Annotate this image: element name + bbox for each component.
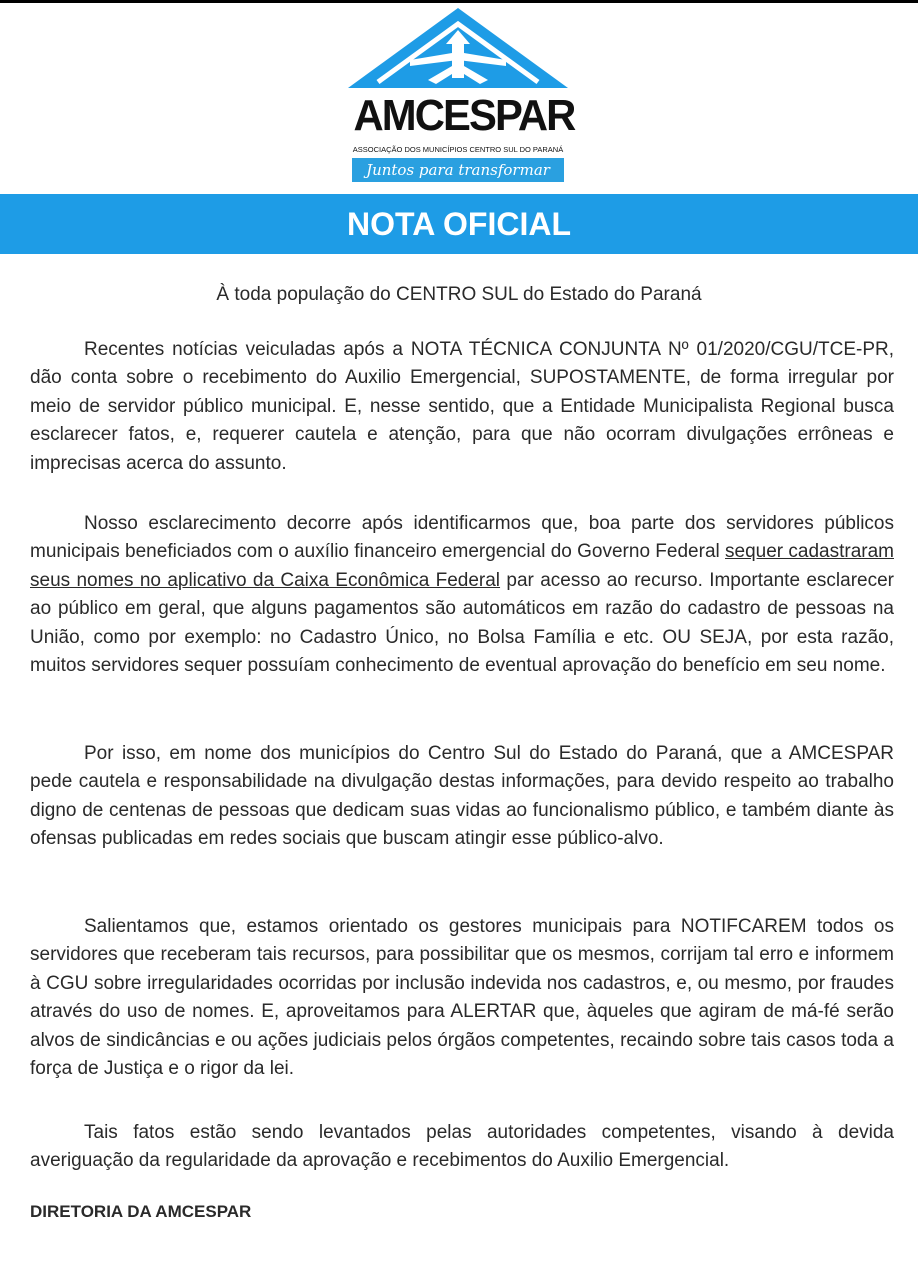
page-title: NOTA OFICIAL xyxy=(347,206,571,242)
paragraph-4: Salientamos que, estamos orientado os gestores municipais para NOTIFCAREM todos os servidores que receberam tais recursos, para possibilitar que os mesmos, corrijam tal erro e informem à CGU sobre irregularidades ocorridas por inclusão indevida nos cadastros, e, ou mesmo, por fraudes através do uso de nomes. E, aproveitamos para ALERTAR que, àqueles que agiram de má-fé serão alvos de sindicâncias e ou ações judiciais pelos órgãos competentes, recaindo sobre tais casos toda a força de Justiça e o rigor da lei. xyxy=(30,916,894,1080)
logo-wordmark: AMCESPAR xyxy=(353,91,575,140)
top-edge xyxy=(0,0,918,3)
paragraph-1: Recentes notícias veiculadas após a NOTA TÉCNICA CONJUNTA Nº 01/2020/CGU/TCE-PR, dão conta sobre o recebimento do Auxilio Emergencial, SUPOSTAMENTE, de forma irregular por meio de servidor público municipal. E, nesse sentido, que a Entidade Municipalista Regional busca esclarecer fatos, e, requerer cautela e atenção, para que não ocorram divulgações errôneas e imprecisas acerca do assunto. xyxy=(30,339,894,474)
paragraph-5: Tais fatos estão sendo levantados pelas autoridades competentes, visando à devida averiguação da regularidade da aprovação e recebimentos do Auxilio Emergencial. xyxy=(30,1122,894,1172)
logo-emblem-icon xyxy=(348,8,568,98)
paragraph-2-underlined: sequer cadastraram seus nomes no aplicativo da Caixa Econômica Federal xyxy=(30,541,894,591)
paragraph-1-block xyxy=(30,336,894,478)
paragraph-2-start: Nosso esclarecimento decorre após identificarmos que, boa parte dos servidores públicos municipais beneficiados com o auxílio financeiro emergencial do Governo Federal xyxy=(30,513,894,563)
signature: DIRETORIA DA AMCESPAR xyxy=(30,1202,252,1221)
paragraph-3-block xyxy=(30,740,894,854)
title-banner xyxy=(0,194,918,254)
logo-subtitle: ASSOCIAÇÃO DOS MUNICÍPIOS CENTRO SUL DO PARANÁ xyxy=(352,145,564,154)
paragraph-2-end: par acesso ao recurso. Importante esclarecer ao público em geral, que alguns pagamentos são automáticos em razão do cadastro de pessoas na União, como por exemplo: no Cadastro Único, no Bolsa Família e etc. OU SEJA, por esta razão, muitos servidores sequer possuíam conhecimento de eventual aprovação do benefício em seu nome. xyxy=(30,569,895,677)
logo-tagline: Juntos para transformar xyxy=(352,158,564,182)
amcespar-logo xyxy=(348,8,575,179)
paragraph-2 xyxy=(30,510,894,680)
paragraph-4-block xyxy=(30,913,894,1083)
paragraph-2-block xyxy=(30,510,894,680)
paragraph-3: Por isso, em nome dos municípios do Centro Sul do Estado do Paraná, que a AMCESPAR pede cautela e responsabilidade na divulgação destas informações, para devido respeito ao trabalho digno de centenas de pessoas que dedicam suas vidas ao funcionalismo público, e também diante às ofensas publicadas em redes sociais que buscam atingir esse público-alvo. xyxy=(30,743,894,850)
salutation: À toda população do CENTRO SUL do Estado do Paraná xyxy=(216,284,702,305)
paragraph-5-block xyxy=(30,1119,894,1176)
